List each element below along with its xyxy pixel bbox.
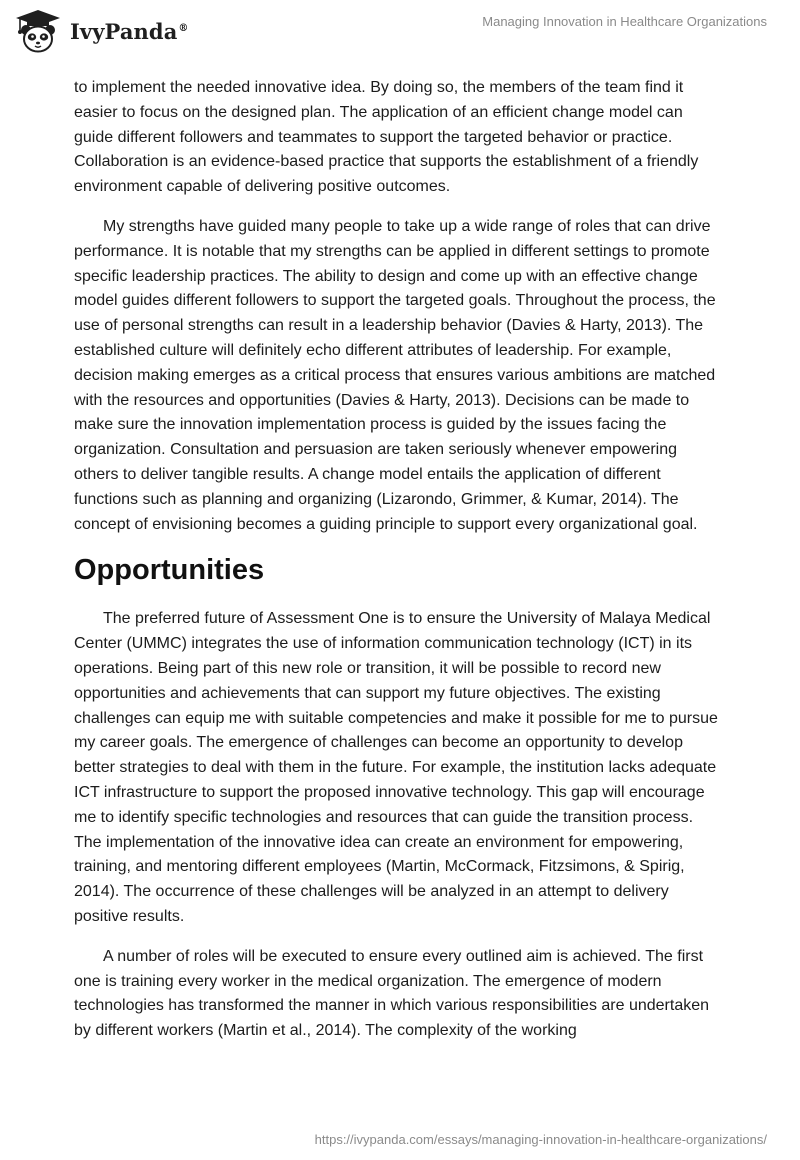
source-url[interactable]: https://ivypanda.com/essays/managing-innovation-in-healthcare-organizations/ <box>314 1132 767 1147</box>
paragraph: My strengths have guided many people to take up a wide range of roles that can drive performance. It is notable that my strengths can be applied in different settings to promote specific leadership practices. The ability to design and come up with an effective change model guides different followers to support the targeted goals. Throughout the process, the use of personal strengths can result in a leadership behavior (Davies & Harty, 2013). The established culture will definitely echo different attributes of leadership. For example, decision making emerges as a critical process that ensures various ambitions are matched with the resources and opportunities (Davies & Harty, 2013). Decisions can be made to make sure the innovation implementation process is guided by the issues facing the organization. Consultation and persuasion are taken seriously whenever empowering others to deliver tangible results. A change model entails the application of different functions such as planning and organizing (Lizarondo, Grimmer, & Kumar, 2014). The concept of envisioning becomes a guiding principle to support every organizational goal. <box>74 217 716 533</box>
paragraph: A number of roles will be executed to ensure every outlined aim is achieved. The first one is training every worker in the medical organization. The emergence of modern technologies has transformed the manner in which various responsibilities are undertaken by different workers (Martin et al., 2014). The complexity of the working <box>74 947 710 1040</box>
paragraph: The preferred future of Assessment One is to ensure the University of Malaya Medical Center (UMMC) integrates the use of information communication technology (ICT) in its operations. Being part of this new role or transition, it will be possible to record new opportunities and achievements that can support my future objectives. The existing challenges can equip me with suitable competencies and make it possible for me to pursue my career goals. The emergence of challenges can become an opportunity to develop better strategies to deal with them in the future. For example, the institution lacks adequate ICT infrastructure to support the proposed innovative technology. This gap will encourage me to identify specific technologies and resources that can guide the transition process. The implementation of the innovative idea can create an environment for empowering, training, and mentoring different employees (Martin, McCormack, Fitzsimons, & Spirig, 2014). The occurrence of these challenges will be analyzed in an attempt to delivery positive results. <box>74 610 718 925</box>
panda-graduate-icon <box>14 8 62 54</box>
section-heading: Opportunities <box>74 554 265 587</box>
brand-logo[interactable] <box>14 8 189 54</box>
page-header <box>0 0 800 62</box>
essay-body <box>74 76 724 1059</box>
document-title: Managing Innovation in Healthcare Organizations <box>482 14 767 29</box>
brand-name: IvyPanda® <box>70 18 189 44</box>
registered-mark: ® <box>178 22 189 34</box>
paragraph: to implement the needed innovative idea. By doing so, the members of the team find it easier to focus on the designed plan. The application of an efficient change model can guide different followers and teammates to support the targeted behavior or practice. Collaboration is an evidence-based practice that supports the establishment of a friendly environment capable of delivering positive outcomes. <box>74 79 699 196</box>
